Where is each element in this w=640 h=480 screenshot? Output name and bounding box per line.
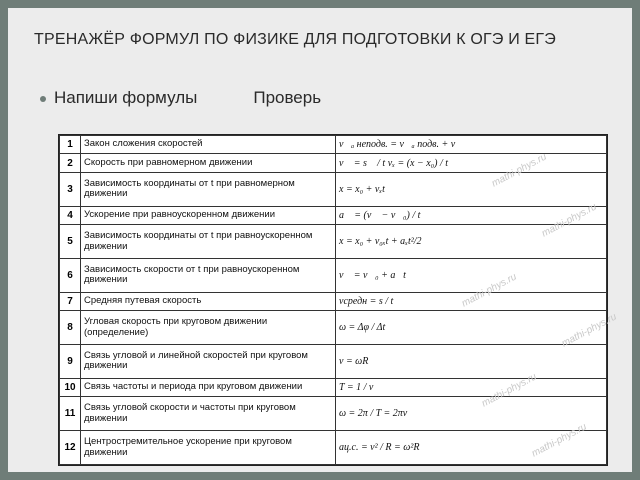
table-row bbox=[60, 311, 607, 345]
row-formula: ω = 2π / T = 2πν bbox=[336, 397, 607, 431]
row-number: 1 bbox=[60, 136, 81, 154]
table-row bbox=[60, 172, 607, 206]
formula-table bbox=[59, 135, 607, 465]
row-quantity-name: Средняя путевая скорость bbox=[81, 292, 336, 310]
row-quantity-name: Закон сложения скоростей bbox=[81, 136, 336, 154]
table-row bbox=[60, 431, 607, 465]
row-formula: v = ωR bbox=[336, 345, 607, 379]
table-row bbox=[60, 206, 607, 224]
table-row bbox=[60, 292, 607, 310]
bullet-item bbox=[40, 88, 321, 108]
bullet-check: Проверь bbox=[253, 88, 322, 107]
row-quantity-name: Центростремительное ускорение при круговом движении bbox=[81, 431, 336, 465]
row-quantity-name: Связь угловой скорости и частоты при круговом движении bbox=[81, 397, 336, 431]
row-formula: v⃗ₐ неподв. = v⃗ₐ подв. + v⃗ bbox=[336, 136, 607, 154]
watermark-text: mathi-phys.ru bbox=[459, 271, 519, 310]
bullet-dot-icon bbox=[40, 96, 46, 102]
row-quantity-name: Связь угловой и линейной скоростей при круговом движении bbox=[81, 345, 336, 379]
row-number: 5 bbox=[60, 225, 81, 259]
row-number: 6 bbox=[60, 258, 81, 292]
row-formula: vсредн = s / t bbox=[336, 292, 607, 310]
row-quantity-name: Угловая скорость при круговом движении (определение) bbox=[81, 311, 336, 345]
row-quantity-name: Скорость при равномерном движении bbox=[81, 154, 336, 172]
row-formula: x = x₀ + vₓt bbox=[336, 172, 607, 206]
row-quantity-name: Зависимость координаты от t при равномерном движении bbox=[81, 172, 336, 206]
row-quantity-name: Зависимость координаты от t при равноускоренном движении bbox=[81, 225, 336, 259]
row-formula: v⃗ = v⃗₀ + a⃗t bbox=[336, 258, 607, 292]
table-row bbox=[60, 345, 607, 379]
row-formula: v⃗ = s⃗ / t vₓ = (x − x₀) / t bbox=[336, 154, 607, 172]
row-number: 9 bbox=[60, 345, 81, 379]
row-formula: ω = Δφ / Δt bbox=[336, 311, 607, 345]
row-number: 2 bbox=[60, 154, 81, 172]
slide bbox=[8, 8, 632, 472]
row-number: 3 bbox=[60, 172, 81, 206]
row-number: 7 bbox=[60, 292, 81, 310]
row-quantity-name: Связь частоты и периода при круговом движении bbox=[81, 378, 336, 396]
table-row bbox=[60, 258, 607, 292]
watermark-text: mathi-phys.ru bbox=[489, 151, 549, 190]
slide-title: ТРЕНАЖЁР ФОРМУЛ ПО ФИЗИКЕ ДЛЯ ПОДГОТОВКИ К ОГЭ И ЕГЭ bbox=[34, 31, 556, 48]
formula-table-image bbox=[58, 134, 619, 466]
watermark-text: mathi-phys.ru bbox=[529, 421, 589, 460]
table-row bbox=[60, 378, 607, 396]
row-formula: aц.с. = v² / R = ω²R bbox=[336, 431, 607, 465]
row-number: 10 bbox=[60, 378, 81, 396]
table-row bbox=[60, 397, 607, 431]
row-formula: x = x₀ + v₀ₓt + aₓt²/2 bbox=[336, 225, 607, 259]
table-row bbox=[60, 225, 607, 259]
row-formula: a⃗ = (v⃗ − v⃗₀) / t bbox=[336, 206, 607, 224]
row-number: 4 bbox=[60, 206, 81, 224]
row-number: 12 bbox=[60, 431, 81, 465]
row-formula: T = 1 / ν bbox=[336, 378, 607, 396]
table-row bbox=[60, 136, 607, 154]
row-quantity-name: Ускорение при равноускоренном движении bbox=[81, 206, 336, 224]
row-quantity-name: Зависимость скорости от t при равноускоренном движении bbox=[81, 258, 336, 292]
row-number: 8 bbox=[60, 311, 81, 345]
watermark-text: mathi-phys.ru bbox=[559, 311, 619, 350]
row-number: 11 bbox=[60, 397, 81, 431]
table-row bbox=[60, 154, 607, 172]
watermark-text: mathi-phys.ru bbox=[479, 371, 539, 410]
watermark-text: mathi-phys.ru bbox=[539, 201, 599, 240]
bullet-write-formulas: Напиши формулы bbox=[54, 88, 198, 107]
